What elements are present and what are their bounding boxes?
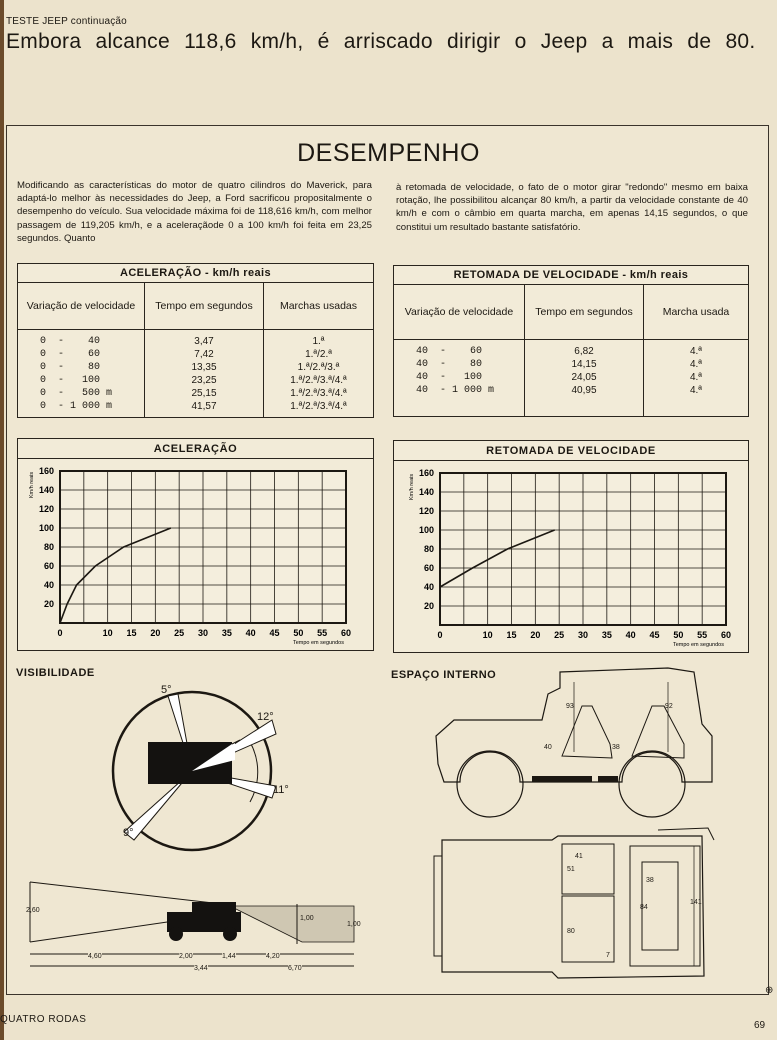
chart-title: RETOMADA DE VELOCIDADE	[394, 441, 748, 461]
dimension-label: 1,00	[300, 915, 314, 922]
x-tick-label: 40	[625, 630, 636, 640]
y-tick-label: 40	[43, 580, 54, 590]
acceleration-table	[17, 263, 374, 418]
y-tick-label: 20	[423, 601, 434, 611]
table-row: 0 - 80 13,35 1.ª/2.ª/3.ª	[18, 362, 374, 375]
y-tick-label: 100	[418, 525, 434, 535]
table-row: 40 - 60 6,82 4.ª	[394, 340, 749, 360]
dimension-label: 80	[567, 928, 575, 935]
x-axis-label: Tempo em segundos	[672, 642, 724, 648]
column-header: Variação de velocidade	[394, 285, 525, 340]
dimension-label: 1,44	[222, 953, 236, 960]
retomada-chart-panel	[393, 440, 749, 653]
x-tick-label: 0	[437, 630, 443, 640]
espaco-interno-title: ESPAÇO INTERNO	[391, 669, 497, 681]
angle-label: 5°	[161, 684, 172, 696]
x-tick-label: 35	[601, 630, 612, 640]
x-tick-label: 0	[57, 628, 63, 638]
y-axis-label: Km/h reais	[29, 471, 35, 499]
table-row: 0 - 60 7,42 1.ª/2.ª	[18, 349, 374, 362]
table-row: 0 - 500 m 25,15 1.ª/2.ª/3.ª/4.ª	[18, 388, 374, 401]
body-column-1: Modificando as características do motor de quatro cilindros do Maverick, para adaptá-lo melhor às necessidades do Jeep, a Ford sacrificou propositalmente o desempenho do veículo. Sua velocidade máxima foi de 118,616 km/h, com melhor passagem de 119,205 km/h, e a aceleraçãode 0 a 100 km/h foi feita em 23,25 segundos. Quanto	[17, 180, 372, 244]
dimension-label: 93	[566, 703, 574, 710]
acceleration-chart-panel	[17, 438, 374, 651]
x-tick-label: 55	[317, 628, 328, 638]
section-kicker: TESTE JEEP continuação	[6, 16, 127, 27]
x-tick-label: 60	[720, 630, 732, 640]
column-header: Tempo em segundos	[145, 283, 264, 330]
y-tick-label: 160	[418, 468, 434, 478]
dimension-label: 38	[646, 877, 654, 884]
x-tick-label: 10	[482, 630, 493, 640]
x-tick-label: 50	[673, 630, 684, 640]
dimension-label: 38	[612, 744, 620, 751]
angle-label: 9°	[123, 827, 134, 839]
dimension-label: 92	[665, 703, 673, 710]
x-tick-label: 20	[530, 630, 541, 640]
table-row: 40 - 100 24,05 4.ª	[394, 372, 749, 385]
x-tick-label: 45	[649, 630, 660, 640]
y-tick-label: 20	[43, 599, 54, 609]
registration-mark: ⊕	[765, 985, 774, 996]
dimension-label: 141	[690, 899, 702, 906]
y-tick-label: 100	[38, 523, 54, 533]
table-row: 0 - 1 000 m 41,57 1.ª/2.ª/3.ª/4.ª	[18, 401, 374, 418]
retomada-chart	[394, 461, 748, 652]
dimension-label: 7	[606, 952, 610, 959]
x-tick-label: 20	[150, 628, 161, 638]
dimension-label: 2,60	[26, 907, 40, 914]
dimension-label: 51	[567, 866, 575, 873]
y-tick-label: 140	[38, 485, 54, 495]
dimension-label: 1,00	[347, 921, 361, 928]
x-tick-label: 15	[506, 630, 517, 640]
chart-title: ACELERAÇÃO	[18, 439, 373, 459]
x-tick-label: 50	[293, 628, 304, 638]
table-caption: RETOMADA DE VELOCIDADE - km/h reais	[394, 266, 749, 285]
jeep-side-view-diagram	[432, 664, 722, 820]
table-row: 40 - 80 14,15 4.ª	[394, 359, 749, 372]
acceleration-chart	[18, 459, 373, 650]
retomada-table	[393, 265, 749, 417]
table-row: 40 - 1 000 m 40,95 4.ª	[394, 385, 749, 417]
x-tick-label: 15	[126, 628, 137, 638]
table-row: 0 - 40 3,47 1.ª	[18, 330, 374, 350]
body-column-2: à retomada de velocidade, o fato de o motor girar "redondo" mesmo em baixa rotação, lhe possibilitou alcançar 80 km/h, a partir da velocidade constante de 40 km/h e com o câmbio em quarta marcha, em apenas 14,15 segundos, o que constitui um resultado bastante satisfatório.	[396, 182, 748, 233]
y-tick-label: 140	[418, 487, 434, 497]
x-tick-label: 35	[221, 628, 232, 638]
x-tick-label: 30	[577, 630, 589, 640]
magazine-name: QUATRO RODAS	[0, 1014, 87, 1025]
x-tick-label: 30	[197, 628, 209, 638]
x-tick-label: 10	[102, 628, 113, 638]
y-tick-label: 160	[38, 466, 54, 476]
angle-label: 11°	[273, 784, 289, 796]
y-tick-label: 60	[423, 563, 434, 573]
dimension-label: 41	[575, 853, 583, 860]
page-number: 69	[754, 1020, 766, 1031]
visibilidade-title: VISIBILIDADE	[16, 667, 95, 679]
x-tick-label: 55	[697, 630, 708, 640]
jeep-top-view-diagram	[432, 826, 722, 991]
x-tick-label: 45	[269, 628, 280, 638]
y-tick-label: 80	[423, 544, 434, 554]
dimension-label: 40	[544, 744, 552, 751]
y-axis-label: Km/h reais	[409, 473, 415, 501]
headline: Embora alcance 118,6 km/h, é arriscado dirigir o Jeep a mais de 80.	[6, 30, 756, 53]
x-tick-label: 25	[554, 630, 565, 640]
x-tick-label: 40	[245, 628, 256, 638]
column-header: Tempo em segundos	[525, 285, 644, 340]
dimension-label: 4,20	[266, 953, 280, 960]
y-tick-label: 60	[43, 561, 54, 571]
x-tick-label: 60	[340, 628, 352, 638]
y-tick-label: 80	[43, 542, 54, 552]
table-caption: ACELERAÇÃO - km/h reais	[18, 264, 374, 283]
x-tick-label: 25	[174, 628, 185, 638]
angle-label: 12°	[257, 711, 274, 723]
column-header: Marcha usada	[644, 285, 749, 340]
dimension-label: 3,44	[194, 965, 208, 972]
section-title: DESEMPENHO	[297, 139, 480, 167]
y-tick-label: 120	[418, 506, 434, 516]
x-axis-label: Tempo em segundos	[292, 640, 344, 646]
dimension-label: 6,70	[288, 965, 302, 972]
dimension-label: 84	[640, 904, 648, 911]
column-header: Marchas usadas	[264, 283, 374, 330]
dimension-label: 4,60	[88, 953, 102, 960]
y-tick-label: 120	[38, 504, 54, 514]
y-tick-label: 40	[423, 582, 434, 592]
table-row: 0 - 100 23,25 1.ª/2.ª/3.ª/4.ª	[18, 375, 374, 388]
dimension-label: 2,00	[179, 953, 193, 960]
column-header: Variação de velocidade	[18, 283, 145, 330]
